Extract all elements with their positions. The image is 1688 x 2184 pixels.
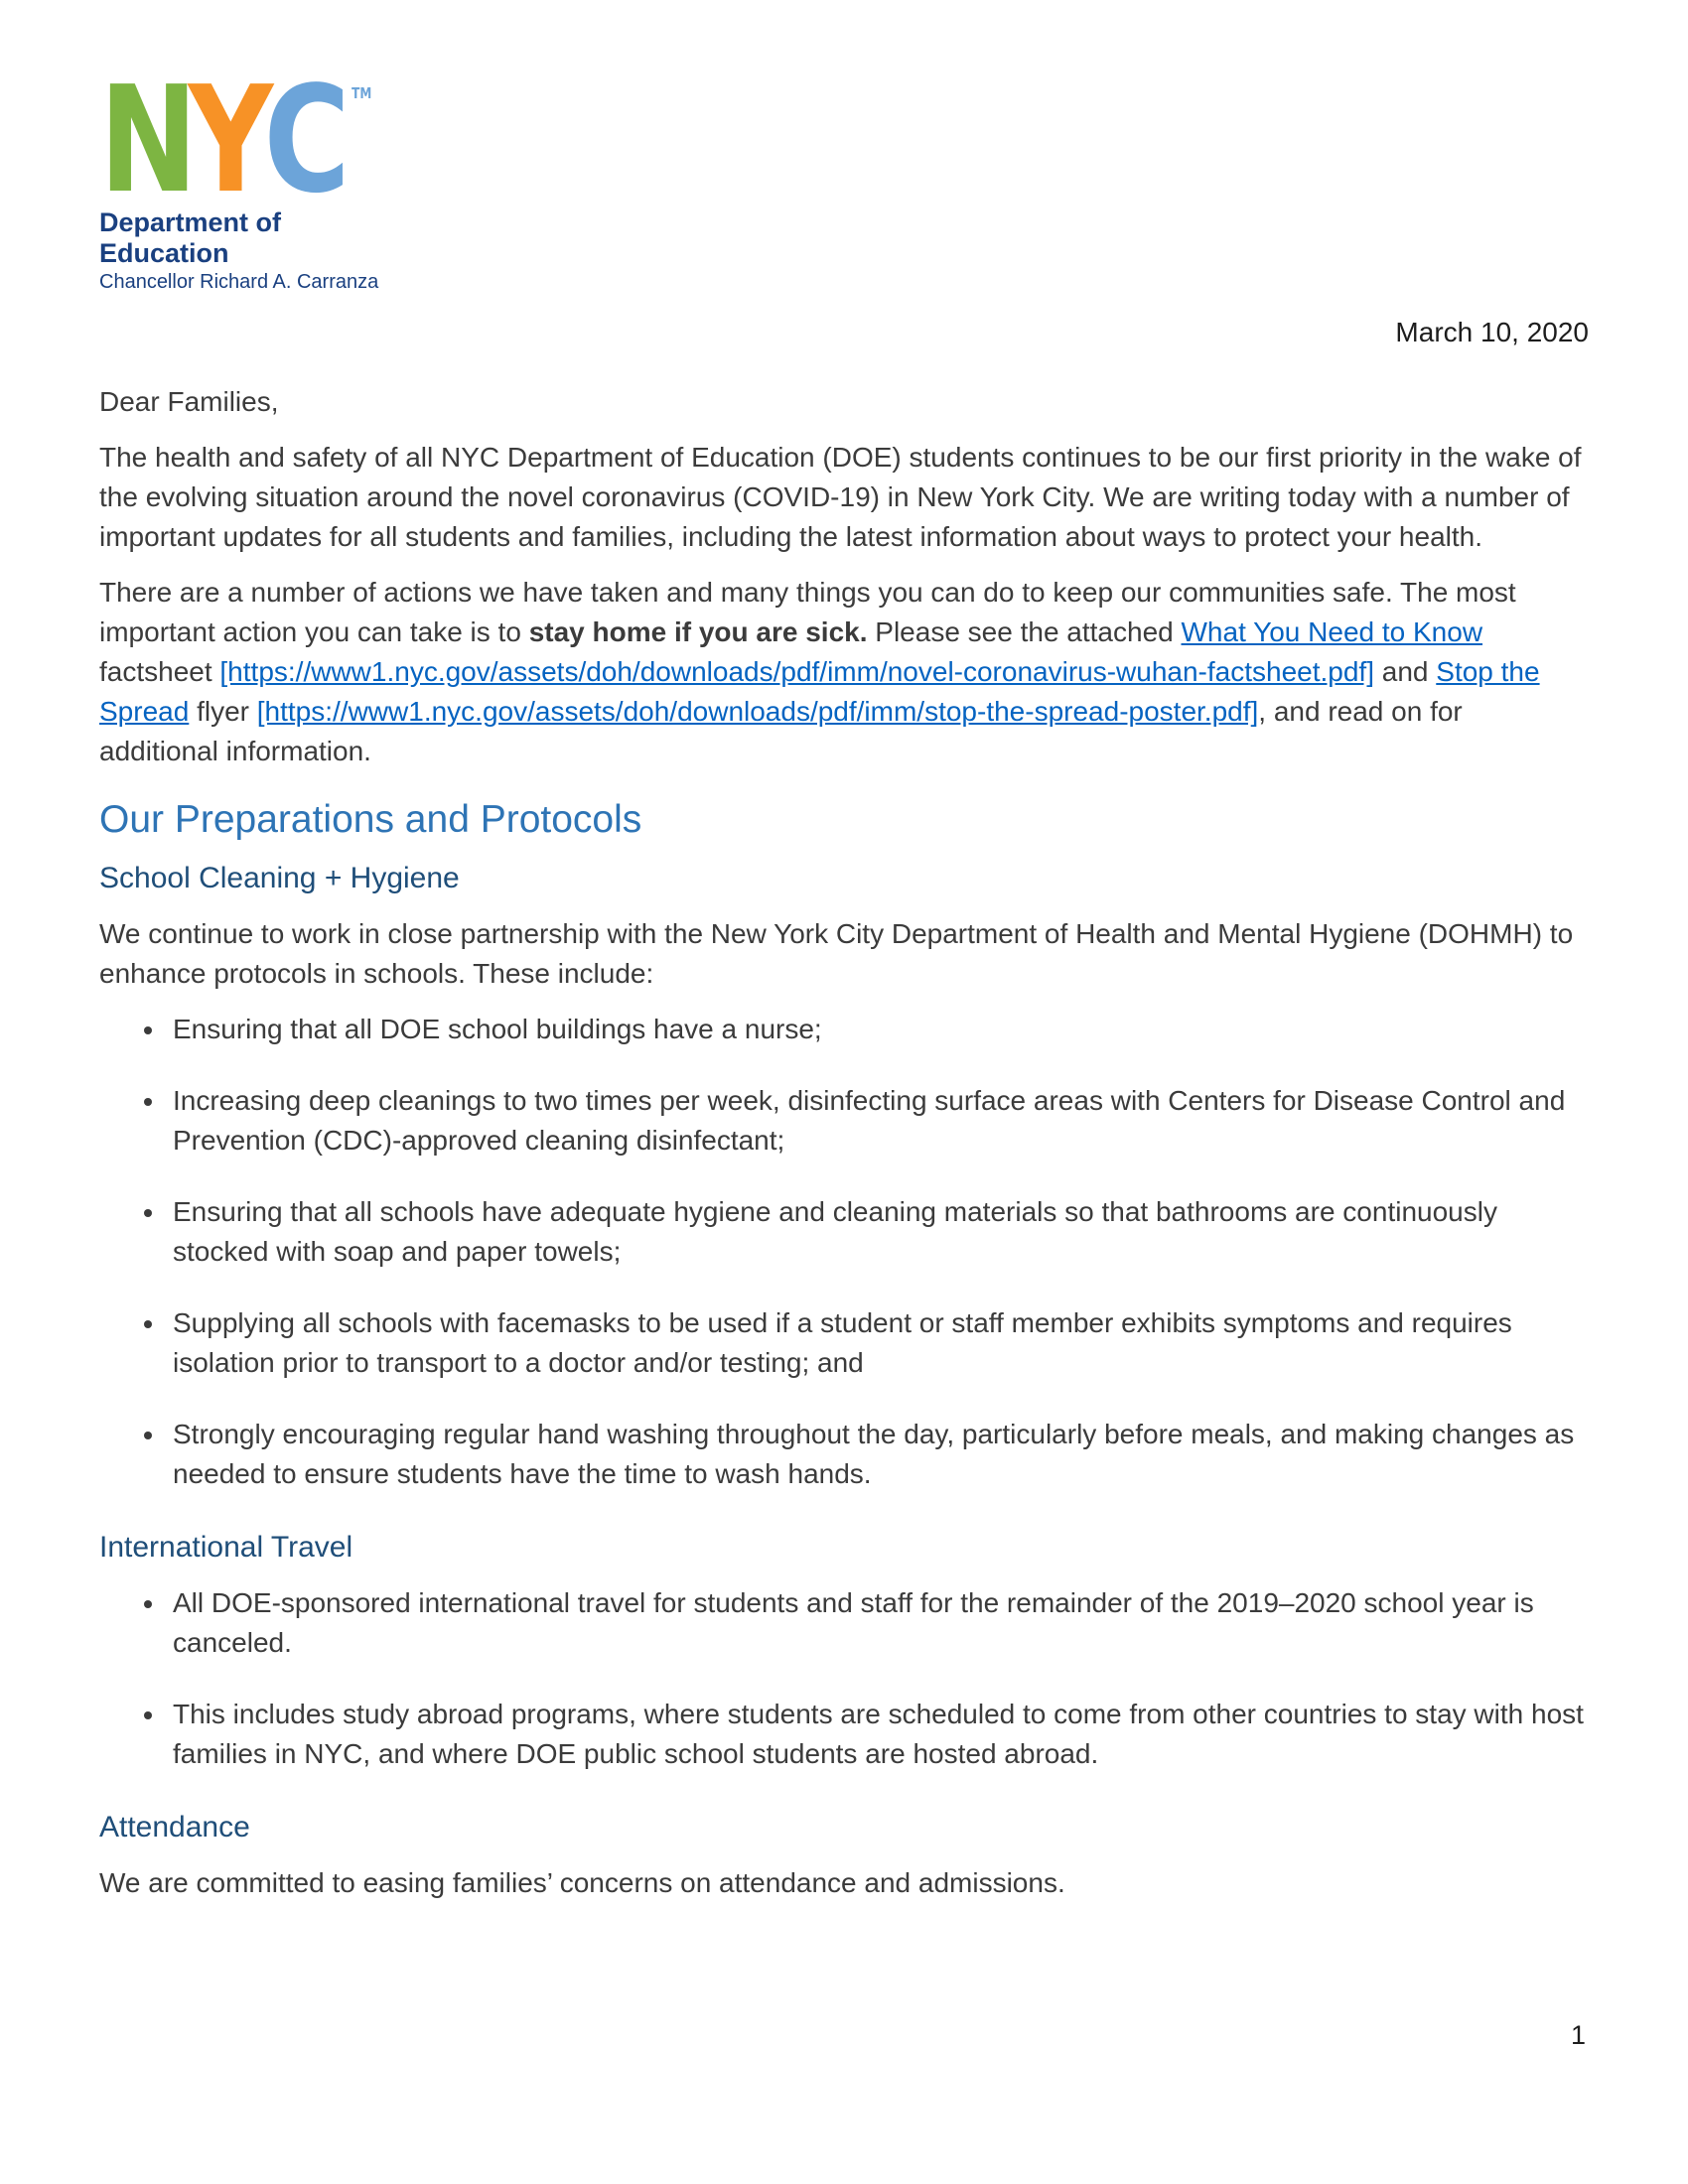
link-stop-the-spread-url[interactable]: [https://www1.nyc.gov/assets/doh/downloads/pdf/imm/stop-the-spread-poster.pdf]: [256, 696, 1259, 727]
salutation: Dear Families,: [99, 386, 279, 417]
intro-paragraph-1: The health and safety of all NYC Department of Education (DOE) students continues to be our first priority in the wake of the evolving situation around the novel coronavirus (COVID-19) in New York City. We are writing today with a number of important updates for all students and families, including the latest information about ways to protect your health.: [99, 442, 1582, 552]
logo-letter-c: C: [263, 55, 341, 225]
p2-text-5: flyer: [189, 696, 257, 727]
page-number: 1: [1570, 2020, 1586, 2050]
list-item: • All DOE-sponsored international travel for students and staff for the remainder of the 2019–2020 school year is canceled.: [167, 1583, 1589, 1663]
intro-paragraph-2: [99, 573, 1589, 771]
list-item: • Supplying all schools with facemasks to be used if a student or staff member exhibits symptoms and requires isolation prior to transport to a doctor and/or testing; and: [167, 1303, 1589, 1383]
p2-text-6: , and read on for additional information.: [99, 696, 1463, 766]
logo-chancellor-line: Chancellor Richard A. Carranza: [99, 271, 379, 293]
list-item: • Increasing deep cleanings to two times per week, disinfecting surface areas with Centers for Disease Control and Prevention (CDC)-approved cleaning disinfectant;: [167, 1081, 1589, 1160]
logo-org-line2: Education: [99, 238, 229, 268]
p2-text-1: There are a number of actions we have taken and many things you can do to keep our communities safe. The most important action you can take is to: [99, 577, 1516, 647]
logo-letter-y: Y: [188, 55, 264, 225]
link-stop-the-spread[interactable]: Stop the Spread: [99, 656, 1540, 727]
list-item: • This includes study abroad programs, where students are scheduled to come from other countries to stay with host families in NYC, and where DOE public school students are hosted abroad.: [167, 1695, 1589, 1774]
link-factsheet-url[interactable]: [https://www1.nyc.gov/assets/doh/downloads/pdf/imm/novel-coronavirus-wuhan-factsheet.pdf]: [219, 656, 1374, 687]
p2-text-3: factsheet: [99, 656, 220, 687]
letter-date: March 10, 2020: [1395, 317, 1589, 347]
p2-bold-stay-home: stay home if you are sick.: [528, 616, 868, 647]
subheading-school-cleaning: School Cleaning + Hygiene: [99, 862, 460, 894]
trademark-symbol: TM: [352, 84, 372, 102]
attendance-paragraph: We are committed to easing families’ concerns on attendance and admissions.: [99, 1867, 1065, 1898]
link-what-you-need-to-know[interactable]: What You Need to Know: [1181, 616, 1483, 647]
nyc-doe-logo: [99, 55, 1589, 295]
list-item: • Ensuring that all DOE school buildings have a nurse;: [167, 1010, 1589, 1049]
p2-text-4: and: [1373, 656, 1437, 687]
logo-org-line1: Department of: [99, 207, 282, 237]
subheading-attendance: Attendance: [99, 1811, 250, 1843]
list-item: • Ensuring that all schools have adequate hygiene and cleaning materials so that bathrooms are continuously stocked with soap and paper towels;: [167, 1192, 1589, 1272]
cleaning-bullet-list: [99, 1010, 1589, 1494]
section-heading-preparations: Our Preparations and Protocols: [99, 798, 642, 841]
travel-bullet-list: [99, 1583, 1589, 1774]
subheading-international-travel: International Travel: [99, 1531, 353, 1564]
list-item: • Strongly encouraging regular hand washing throughout the day, particularly before meals, and making changes as needed to ensure students have the time to wash hands.: [167, 1415, 1589, 1494]
p2-text-2: Please see the attached: [867, 616, 1182, 647]
logo-letter-n: N: [99, 55, 189, 225]
cleaning-intro-paragraph: We continue to work in close partnership with the New York City Department of Health and Mental Hygiene (DOHMH) to enhance protocols in schools. These include:: [99, 918, 1574, 989]
